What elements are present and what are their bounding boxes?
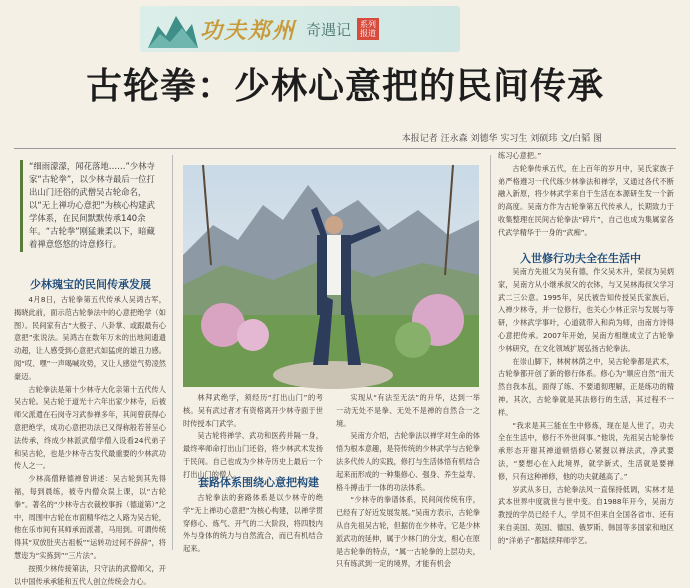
middle-column-top	[183, 392, 323, 479]
paragraph: 少林高僧释德禅曾讲述：吴古轮到其先得福，每到晨练，被寺内僧众误上课，以“古轮拳”。著名的“少林寺古衣裁校事拆（德道第）”之中，周围中古轮在市面精华结之人路为吴古轮，他在乐市间有其师承而派著，马用到。可谓传统得其“双放肚夹古祖板”“运转功过何不辞辞”，将慧迩为“实拣到”“三片法”。	[14, 474, 166, 560]
paragraph: 古轮拳传承五代，在上百年的岁月中，吴氏家族子弟严格遵习一代代练少林拳法和禅学，又通过各代不断融入新原，将少林武学来自于生活在本源研生发一个新的高度。吴南方作为古轮拳第五代传承人，长期致力于收集整理在民间古轮拳法“碎片”，自己也成为集属家各代武学精华于一身的“武痴”。	[498, 163, 674, 237]
paragraph: 按照少林传接第法，只守法的武僧师父，开以中国传承承能和五代人创立传统会力心。	[14, 563, 166, 586]
byline: 本报记者 汪永森 刘德华 实习生 刘硕玮 文/白韬 图	[401, 134, 602, 144]
section-heading-right: 入世修行功夫全在生活中	[520, 252, 641, 265]
banner-title: 功夫郑州	[200, 17, 297, 44]
paragraph: 林拜武绝学，须经历“打出山门”的考核。吴有武过者才有资格离开少林寺面于世时传授本门武学。	[183, 393, 323, 428]
paragraph: “我求是其三能在生中修炼，现在是人世了，功夫全在生活中，修行不外世间事。”他说，先祖吴古轮拳传承形态开谢其禅道顿悟修心紧握以禅法武，净武要法，“要想心在入此境界，就学新式，生活就是要禅修，只有这种禅修，他的功夫就越高了。”	[498, 420, 674, 481]
kungfu-photo	[183, 165, 479, 387]
far-right-column-top	[498, 150, 674, 246]
paragraph: 古轮拳法是第十少林寺大化亲第十五代传人吴古轮。吴古轮于道光十六年出家少林寺，后被师父派遣在石岗寺习武参禅多年，其间曾获得心意把绝学，成功心意把功法已又得称般若菩呈心法传承，终成少林派武僧学僧入设看24代弟子和吴古轮，也是少林寺古发代最重要的少林武功传人之一。	[14, 384, 166, 471]
paragraph: 吴南方介绍，古轮拳法以禅学对生命的体悟为根本意趣，是符传统的少林武学与古轮拳法多代传人的实践，修打与生活体悟有机结合起来而形成的一种集修心、强身、养生益寿、格斗搏击于一体的功法体系。	[336, 431, 480, 492]
column-rule	[172, 155, 173, 550]
left-column	[14, 294, 166, 586]
paragraph: 4月8日，古轮拳第五代传承人吴鸿古军，揭晓此前，面示范古轮拳法中的心意把绝学（如图）。民间家有古“大极子、八卦掌、或跟最有心意把”张说法。吴鸿古在数年万未的出地间遗遗动超，让人感受到心意把式如猛虎的雄丑力感。闻“哎、嘿”一声喝喊攻势，又让人感觉气势凌然豪迈。	[14, 295, 166, 381]
middle-column-bottom	[183, 492, 323, 554]
paragraph: 岁武从多日，古轮拳法风一直保持低调，实林才是武本世界中度就世与世中变。自1988年开今，吴南方教授的学员已经千人，学员不但来自全国各省市、还有来自美国、英国、德国、俄罗斯、韩国等多国家和地区的“洋弟子”都陆续拜师学艺。	[498, 484, 674, 545]
divider	[14, 148, 676, 149]
paragraph: 吴古轮将禅学、武功和医药并隔一身，最终率师命打出山门还俗，将少林武术发扬于民间。自己也成为少林寺历史上最后一个打出山门的僧人。	[183, 431, 323, 479]
mountain-icon	[148, 12, 198, 48]
paragraph: 实现从“有法至无法”的升华，达到一举一动无处不是拳、无处不是禅的自然合一之境。	[336, 393, 480, 428]
headline: 古轮拳：少林心意把的民间传承	[85, 66, 604, 107]
paragraph: 古轮拳法的套路体系是以少林寺的绝学“无上禅功心意把”为核心构建，以禅学贯穿修心、炼气、开气的二大阶段，将四肢内外与身体的统力与自然流合，而已有机结合起来。	[183, 493, 323, 554]
center-right-column	[336, 392, 480, 569]
column-rule	[490, 155, 491, 550]
section-heading-middle: 套路体系围绕心意把构建	[198, 476, 319, 489]
lead-summary: “细雨濛濛，闻花落地……”少林寺家“古轮拳”，以少林寺最后一位打出山门还俗的武僧吴古轮命名，以“无上禅功心意把”为核心构建武学体系，在民间默默传承140余年。“古轮拳”刚猛兼柔以下，暗藏着禅意悠悠的诗意修行。	[20, 160, 162, 252]
far-right-column-bottom	[498, 266, 674, 550]
paragraph: 练习心意把。”	[498, 151, 542, 160]
banner-tag: 系列报道	[357, 18, 379, 40]
paragraph: 吴南方先祖父为吴有德，作父吴木升，荣叔为吴炳家，吴南方从小继承叔父的衣钵，与又吴林海叔父学习武二三公意。1995年，吴氏被告知传授吴氏家族后，入禅少林寺，并一位修行，也关心少林正宗与发展与等研，少林武学事叶，心道就带入和尚为师，由南方诗得心意把传承。2007年开始，吴南方相继成立了古轮拳少林研究，在文化领域扩展弘扬古轮拳法。	[498, 267, 674, 353]
banner-subtitle: 奇遇记	[306, 20, 352, 39]
column-banner	[140, 6, 460, 52]
paragraph: 在崇山脚下，林树林荫之中，吴古轮拳都是武术，古轮拳都开创了新的修行体系。修心为“顺应自然”而天然自我本乱，面得了练、不要通彻理解，正是练功的精神。其次，古轮拳就是其法修行的生活，其过程不一样。	[498, 356, 674, 417]
paragraph: “少林寺的拳谱体系，民间间传统有序，已经有了好近发展发展。”吴南方表示，古轮拳从自先祖吴古轮，但据仿在少林寺，它是少林派武功的延伸，属于少林门的分支，相心在原是古轮拳的特点，“属一古轮拳的上层功夫，只有练武到一定的境界，才能有机会	[336, 495, 480, 569]
section-heading-left: 少林瑰宝的民间传承发展	[30, 278, 151, 291]
